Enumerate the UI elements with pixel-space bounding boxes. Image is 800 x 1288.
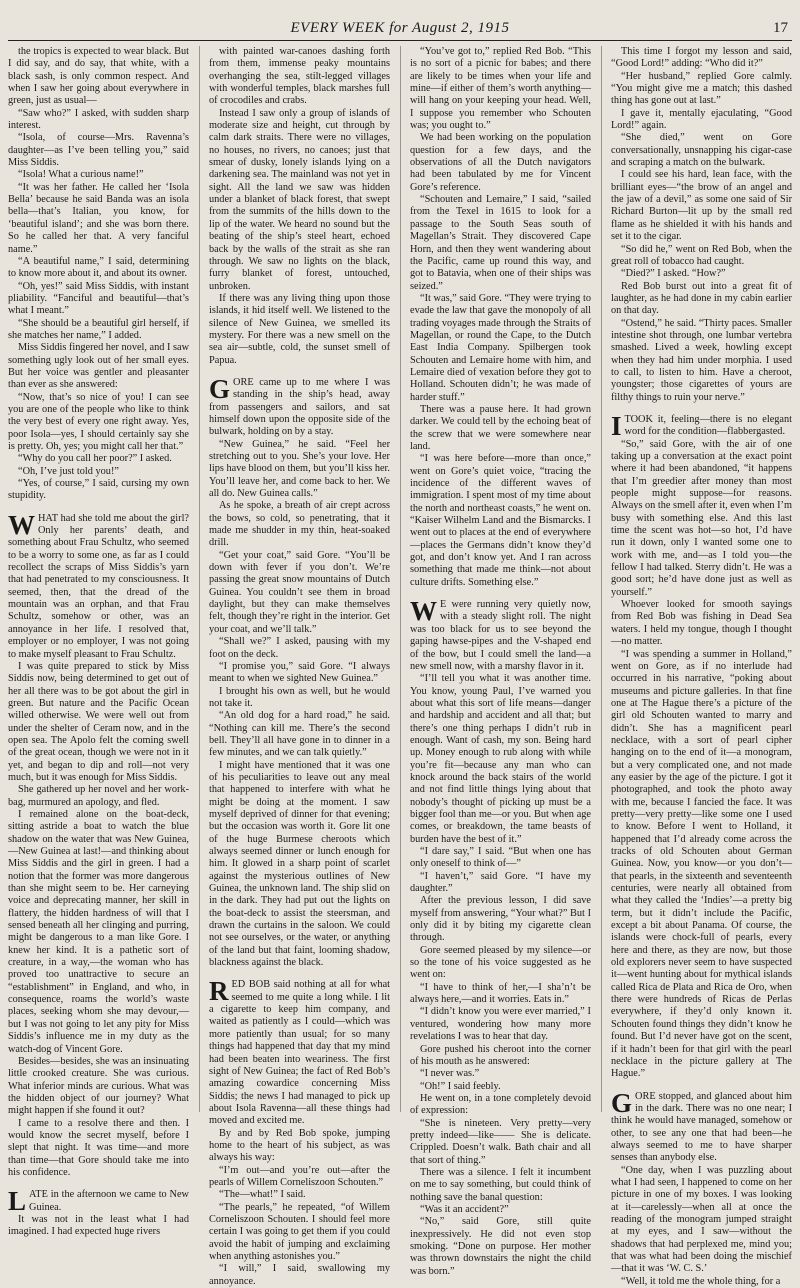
paragraph: “I’ll tell you what it was another time. You know, young Paul, I’ve warned you about what this sort of life means—danger and hardship and accident and all that; but there’s one thing perhaps I didn’t rub in enough. Want of cash, my son. Being hard up. Money enough to rub along with while you’re fit—because any man who can knock around the back stairs of the world and not find little things lying about that nobody’s thought of picking up must be a bigger fool than me—or you. But when age comes, or breakdown, the tame beasts of burden have the best of it.”: [410, 673, 591, 845]
paragraph: “A beautiful name,” I said, determining to know more about it, and about its owner.: [8, 255, 189, 280]
paragraph: “So,” said Gore, with the air of one taking up a conversation at the exact point where it had been abandoned, “it happens that I’m greedier after money than most people might suppose—for reasons. Always on the smell after it, even when I’m busy with something else. And this last time the scent was hot—so hot, I’d have run it down, only I wanted some one to work with me, and—as I told you—the fellow I had talked. Sterry didn’t. He was a good sort; he’d have done just as well as yourself.”: [611, 438, 792, 598]
paragraph: I brought his own as well, but he would not take it.: [209, 685, 390, 709]
paragraph: “Saw who?” I asked, with sudden sharp interest.: [8, 107, 189, 132]
paragraph: “She is nineteen. Very pretty—very pretty indeed—like—— She is delicate. Crippled. Doesn’t walk. Bath chair and all that sort of thing.”: [410, 1117, 591, 1166]
paragraph: “Oh, yes!” said Miss Siddis, with instant pliability. “Fanciful and beautiful—that’s what I meant.”: [8, 280, 189, 317]
paragraph: “She should be a beautiful girl herself, if she matches her name,” I added.: [8, 317, 189, 341]
paragraph: “I was here before—more than once,” went on Gore’s quiet voice, “tracing the incidence of the different waves of immigration. I spent most of my time about the north and northeast coasts,” he went on. “Kaiser Wilhelm Land and the Bismarcks. I went out to places at the end of everywhere—places the Germans didn’t know they’d got, and don’t know yet. And I ran across something that made me think—not about culture drifts. Something else.”: [410, 453, 591, 588]
paragraph: “One day, when I was puzzling about what I had seen, I happened to come on her picture in one of my boxes. I was looking at it—carelessly—when all at once the reading of the monogram jumped straight at my eyes, and I saw—without the shadows that had perplexed me, mind you; that was what had been doing the mischief—that it was ‘W. C. S.’: [611, 1164, 792, 1275]
text-column-3: [400, 46, 591, 1277]
paragraph: He went on, in a tone completely devoid of expression:: [410, 1092, 591, 1117]
page-header: [8, 18, 792, 41]
paragraph: GORE came up to me where I was standing in the ship’s head, away from passengers and sailors, and sat himself down upon the opposite side of the bulwark, holding on by a stay.: [209, 373, 390, 438]
paragraph: “Shall we?” I asked, pausing with my foot on the deck.: [209, 636, 390, 660]
paragraph: Whoever looked for smooth sayings from Red Bob was fishing in Dead Sea waters. I held my tongue, though I thought—no matter.: [611, 599, 792, 648]
paragraph: Miss Siddis fingered her novel, and I saw something ugly look out of her small eyes. But her voice was gentler and pleasanter than ever as she answered:: [8, 342, 190, 391]
paragraph: LATE in the afternoon we came to New Guinea.: [8, 1186, 189, 1217]
paragraph: “I promise you,” said Gore. “I always meant to when we sighted New Guinea.”: [209, 660, 390, 685]
paragraph: the tropics is expected to wear black. But I did say, and do say, that white, with a black sash, is only common respect. And when I saw her going about everywhere in green, just as usual—: [8, 46, 189, 107]
running-title: EVERY WEEK for August 2, 1915: [290, 20, 510, 36]
paragraph: Gore seemed pleased by my silence—or so the tone of his voice suggested as he went on:: [410, 944, 591, 981]
paragraph: “The pearls,” he repeated, “of Willem Corneliszoon Schouten. I should feel more certain I was going to get them if you could avoid the habit of jumping and exclaiming when anything astonishes you.”: [209, 1201, 390, 1262]
paragraph: Besides—besides, she was an insinuating little crooked creature. She was curious. What inferior minds are curious. What was the hidden object of our journey? What might happen if she found it out?: [8, 1055, 189, 1117]
paragraph: “Oh!” I said feebly.: [420, 1080, 501, 1092]
paragraph: WHAT had she told me about the girl? Only her parents’ death, and something about Frau Schultz, who seemed to be a worry to some one, as far as I could recollect the scraps of Miss Siddis’s yarn that had penetrated to my consciousness. It seemed, then, that the dread of the mountain was an orphan, and that Frau Schultz, somehow or other, was an annoyance in her life. I resolved that, employer or no employer, I was not going to make myself pleasant to Frau Schultz.: [8, 509, 189, 660]
paragraph: “The—what!” I said.: [219, 1189, 306, 1201]
paragraph: I might have mentioned that it was one of his peculiarities to leave out any meal that happened to interfere with what he might be doing at the moment. I saw myself deprived of dinner for that evening; but the occasion was worth it. Gore lit one of the huge Burmese cheroots which always seemed dinner or lunch enough for him. It glowed in a sharp point of scarlet against the mysterious outlines of New Guinea, the unknown land. The ship slid on in the dark. They had put out the lights on the boat-deck to assist the steersman, and drawn the curtains in the saloon. We could not see ourselves, or the water, or anything of the land but that faint, looming shadow, blackness against the black.: [209, 759, 390, 969]
paragraph: “You’ve got to,” replied Red Bob. “This is no sort of a picnic for babes; and there are likely to be times when your life and mine—if either of them’s worth anything—will hang on your keeping your head. Well, I suppose you remember who Schouten was; you ought to.”: [410, 46, 591, 132]
paragraph: “I will,” I said, swallowing my annoyance.: [209, 1263, 390, 1287]
paragraph: RED BOB said nothing at all for what seemed to me quite a long while. I lit a cigarette to keep him company, and waited as patiently as I could—which was more patiently than usual; for so many things had happened that day that my mind had been beaten into weariness. The first sight of New Guinea; the fact of Red Bob’s amazing cowardice concerning Miss Siddis; the news I had managed to pick up about Isola Ravenna—all these things had moved and excited me.: [209, 976, 390, 1127]
text-column-2: [199, 46, 390, 1287]
paragraph: “Get your coat,” said Gore. “You’ll be down with fever if you don’t. We’re passing the great snow mountains of Dutch Guinea. You couldn’t see them in broad daylight, but they can make themselves felt, though they’re right in the interior. Get your coat, and we’ll talk.”: [209, 549, 390, 635]
article-columns: [8, 46, 792, 1287]
paragraph: “I haven’t,” said Gore. “I have my daughter.”: [410, 870, 591, 895]
paragraph: “It was,” said Gore. “They were trying to evade the law that gave the monopoly of all trading voyages made through the Straits of Magellan, or round the Cape, to the Dutch East India Company. Spilbergen took Schouten and Lemaire home with him, and Lemaire died of vexation before they got to Holland. Schouten didn’t; he was made of harder stuff.”: [410, 292, 591, 403]
paragraph: “An old dog for a hard road,” he said. “Nothing can kill me. There’s the second bell. They’ll all have gone in to dinner in a few minutes, and we can talk quietly.”: [209, 710, 390, 759]
paragraph: Instead I saw only a group of islands of moderate size and height, cut through by calm dark straits. There were no villages, no houses, no rivers, no canoes; just that smear of dusky, lonely islands lying on a darkening sea. The mainland was not yet in sight. All the land we saw was hidden under a blanket of black forest, that swept from the summits of the hills down to the lip of the water. We heard no sound but the beating of the ship’s steel heart, echoed back by the walls of the strait as she ran through. We saw no lights on the black, furry blanket of forest, untouched, unbroken.: [209, 107, 390, 292]
page-number: 17: [773, 20, 788, 36]
paragraph: “So did he,” went on Red Bob, when the great roll of tobacco had caught.: [611, 243, 792, 267]
paragraph: “Well, it told me the whole thing, for a: [621, 1275, 781, 1287]
paragraph: If there was any living thing upon those islands, it hid itself well. We listened to the silence of New Guinea, we smelled its mystery. For there was a new smell on the sea air—subtle, cold, the sunset smell of Papua.: [209, 292, 390, 366]
paragraph: “Now, that’s so nice of you! I can see you are one of the people who like to think the very best of every one right away. Yes, poor Isola—yes, I should certainly say she is pretty. Oh, yes; you might call her that.”: [8, 391, 189, 452]
paragraph: “I dare say,” I said. “But when one has only oneself to think of—”: [410, 846, 591, 870]
paragraph: This time I forgot my lesson and said, “Good Lord!” adding: “Who did it?”: [611, 46, 792, 70]
paragraph: “Her husband,” replied Gore calmly. “You might give me a match; this dashed thing has gone out at last.”: [611, 70, 792, 107]
text-column-4: [601, 46, 792, 1287]
paragraph: There was a silence. I felt it incumbent on me to say something, but could think of nothing save the banal question:: [410, 1166, 591, 1203]
paragraph: “Schouten and Lemaire,” I said, “sailed from the Texel in 1615 to look for a passage to the South Seas south of Magellan’s Strait. They discovered Cape Horn, and then they went wandering about the Pacific, came up round this way, and got to Batavia, when one of their ships was seized.”: [410, 194, 591, 292]
paragraph: “I’m out—and you’re out—after the pearls of Willem Corneliszoon Schouten.”: [209, 1164, 390, 1188]
paragraph: WE were running very quietly now, with a steady slight roll. The night was too black for us to see beyond the gaping hawse-pipes and the V-shaped end of the bow, but I could smell the land—a new smell now, with a marshy flavor in it.: [410, 596, 591, 672]
paragraph: By and by Red Bob spoke, jumping home to the heart of his subject, as was always his way:: [209, 1127, 390, 1164]
paragraph: “Isola, of course—Mrs. Ravenna’s daughter—as I’ve been telling you,” said Miss Siddis.: [8, 132, 189, 169]
paragraph: We had been working on the population question for a few days, and the observations of all the Dutch navigators had been tabulated by me for Vincent Gore’s reference.: [410, 132, 591, 193]
paragraph: “Yes, of course,” I said, cursing my own stupidity.: [8, 478, 189, 502]
paragraph: “I didn’t know you were ever married,” I ventured, wondering how many more revelations I was to hear that day.: [410, 1006, 591, 1043]
paragraph: I was quite prepared to stick by Miss Siddis now, being determined to get out of her all there was to be got about the girl in green. But nature and the Pacific Ocean willed otherwise. We were well out from under the shelter of Ceram now, and in the open sea. The Apolo felt the coming swell of the great ocean, though we were not in it yet, and began to dip and roll—not very much, but it was enough for Miss Siddis.: [8, 660, 189, 783]
paragraph: I gave it, mentally ejaculating, “Good Lord!” again.: [611, 107, 792, 132]
paragraph: I could see his hard, lean face, with the brilliant eyes—“the brow of an angel and the jaw of a devil,” as some one said of Sir Richard Burton—lit up by the small red flame as he shielded it with his hands and set it to the cigar.: [611, 169, 792, 243]
paragraph: Gore pushed his cheroot into the corner of his mouth as he answered:: [410, 1043, 591, 1067]
paragraph: She gathered up her novel and her work-bag, murmured an apology, and fled.: [8, 784, 189, 808]
paragraph: There was a pause here. It had grown darker. We could tell by the echoing beat of the screw that we were somewhere near land.: [410, 403, 591, 452]
paragraph: ITOOK it, feeling—there is no elegant word for the condition—flabbergasted.: [611, 410, 792, 441]
paragraph: with painted war-canoes dashing forth from them, immense peaky mountains overhanging the sea, stilt-legged villages with wonderful temples, black marshes full of crocodiles and crabs.: [209, 46, 390, 107]
paragraph: “Ostend,” he said. “Thirty paces. Smaller intestine shot through, one lumbar vertebra smashed. Lived a week, howling except when they had him under morphia. I used to call, to listen to him. Have a cheroot, youngster; those cigarettes of yours are filthy things to ruin your nerve.”: [611, 317, 792, 403]
paragraph: It was not in the least what I had imagined. I had expected huge rivers: [8, 1213, 189, 1238]
paragraph: “New Guinea,” he said. “Feel her stretching out to you. She’s your love. Her lips have blood on them, but you’ll kiss her. You’ll leave her, and come back to her. We all do. New Guinea calls.”: [209, 438, 390, 500]
paragraph: “I have to think of her,—I sha’n’t be always here,—and it worries. Eats in.”: [410, 981, 591, 1006]
paragraph: GORE stopped, and glanced about him in the dark. There was no one near; I think he would have managed, somehow or other, to see any one that had been—he always seemed to me to have sharper senses than anybody else.: [611, 1087, 792, 1164]
paragraph: “No,” said Gore, still quite inexpressively. He did not even stop smoking. “Done on purpose. Her mother was thrown downstairs the night the child was born.”: [410, 1216, 591, 1277]
paragraph: I came to a resolve there and then. I would know the secret myself, before I slept that night. It was time—and more than time—that Gore should take me into his confidence.: [8, 1117, 189, 1178]
paragraph: “Was it an accident?”: [420, 1203, 509, 1215]
paragraph: I remained alone on the boat-deck, sitting astride a boat to watch the blue shadow on the water that was New Guinea,—New Guinea at last!—and thinking about Miss Siddis and the girl in green. I had a notion that the former was more dangerous than she might seem to be. Her carneying voice and deprecating manner, her skill in flattery, the hidden hardness of will that I sensed beneath all her clinging and purring, might be dangerous to a man like Gore. I knew her kind. It is a pathetic sort of creature, in a way,—the woman who has proved too unattractive to secure an “establishment” in England, and who, in consequence, roams the world’s waste places, seeking whom she may devour,—but I was not going to let any pity for Miss Siddis’s influence me in my duty as the watch-dog of Vincent Gore.: [8, 808, 189, 1055]
paragraph: “Oh, I’ve just told you!”: [18, 465, 119, 477]
paragraph: “Isola! What a curious name!”: [18, 169, 144, 181]
text-column-1: [8, 46, 190, 1238]
paragraph: “Why do you call her poor?” I asked.: [18, 453, 172, 465]
paragraph: Red Bob burst out into a great fit of laughter, as he had done in my cabin earlier on that day.: [611, 280, 792, 317]
paragraph: “I never was.”: [420, 1068, 480, 1080]
paragraph: “It was her father. He called her ‘Isola Bella’ because he said Banda was an isola bella—that’s Italian, you know, for ‘beautiful island’; and she was born there. So he called her that. A very fanciful name.”: [8, 181, 189, 255]
paragraph: “She died,” went on Gore conversationally, unsnapping his cigar-case and scraping a match on the bulwark.: [611, 132, 792, 169]
paragraph: “Died?” I asked. “How?”: [621, 268, 726, 280]
paragraph: As he spoke, a breath of air crept across the bows, so cold, so penetrating, that it made me shudder in my thin, heat-soaked drill.: [209, 500, 390, 549]
paragraph: After the previous lesson, I did save myself from answering, “Your what?” But I only did it by biting my cigarette clean through.: [410, 895, 591, 944]
paragraph: “I was spending a summer in Holland,” went on Gore, as if no interlude had occurred in his narrative, “poking about museums and picture galleries. In that fine one at The Hague there’s a picture of the girl old Schouten wanted to marry and didn’t. She has a magnificent pearl necklace, with a sort of pearl cipher hanging on to the end of it—a monogram, but a very complicated one, and not made any easier by the age of the picture. I got it photographed, and took the photo away with me, because I fancied the face. It was pretty—very pretty—like some one I used to know. Before I went to Holland, it happened that I’d already come across the tracks of old Schouten about German Guinea. Now, you know—or you don’t—that pearls, in the sixteenth and seventeenth centuries, were nearly all obtained from what they called the ‘Indies’—a pretty big term, but it didn’t include the Pacific, except a bit about Panama. Of course, the islands were chock-full of pearls, every here and there, as they are now, but those old explorers never seem to have suspected it—went hunting about for mythical islands called Rica de Plata and Rica de Oro, when there were hundreds of Ricas de Perlas everywhere, if they’d only known it. Schouten found things they didn’t know he found. But I’d never have got on the scent, if it hadn’t been for that girl with the pearl necklace in the picture gallery at The Hague.”: [611, 648, 792, 1080]
